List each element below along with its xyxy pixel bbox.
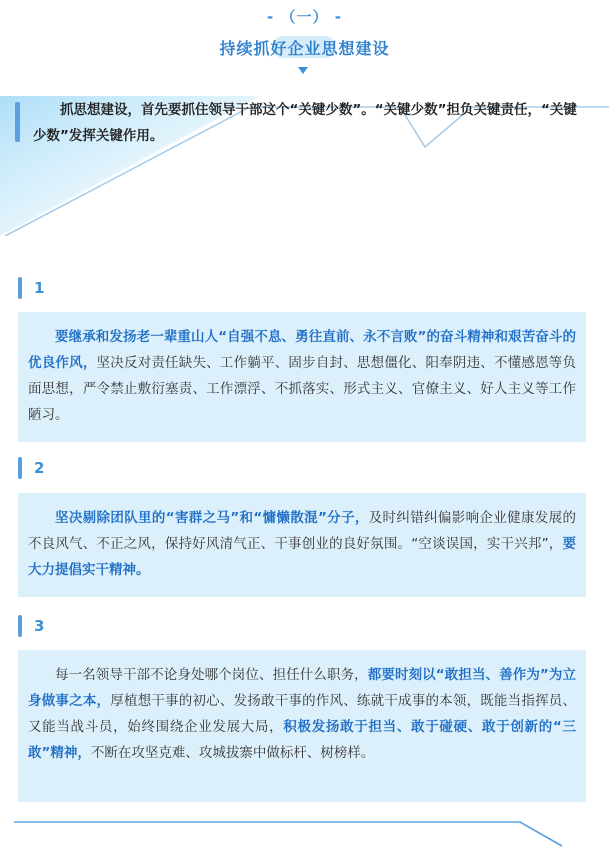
intro-accent-bar bbox=[15, 102, 20, 142]
content-card-2 bbox=[18, 493, 586, 597]
section-label-1 bbox=[18, 276, 98, 300]
triangle-down-icon bbox=[298, 67, 308, 74]
section-label-number: 3 bbox=[34, 617, 45, 635]
card-text-segment: 坚决剔除团队里的“害群之马”和“慵懒散混”分子， bbox=[55, 510, 369, 526]
content-card-3 bbox=[18, 650, 586, 802]
card-text-segment: 积极发扬敢于担当、敢于碰硬、敢于创新的“三敢”精神， bbox=[28, 719, 576, 761]
card-text-segment: 不断在攻坚克难、攻城拔寨中做标杆、树榜样。 bbox=[90, 745, 375, 761]
section-accent-bar bbox=[18, 277, 22, 299]
bottom-line bbox=[14, 822, 562, 846]
section-accent-bar bbox=[18, 457, 22, 479]
section-label-3 bbox=[18, 614, 98, 638]
card-text-segment: 要大力提倡实干精神。 bbox=[28, 536, 576, 578]
card-text-segment: 坚决反对责任缺失、工作躺平、固步自封、思想僵化、阳奉阴违、不懂感恩等负面思想，严令禁止敷衍塞责、工作漂浮、不抓落实、形式主义、官僚主义、好人主义等工作陋习。 bbox=[28, 355, 577, 423]
section-accent-bar bbox=[18, 615, 22, 637]
section-label-number: 1 bbox=[34, 279, 45, 297]
card-text-segment: 要继承和发扬老一辈重山人“自强不息、勇往直前、永不言败”的奋斗精神和艰苦奋斗的优良作风， bbox=[28, 329, 576, 371]
card-text-segment: 每一名领导干部不论身处哪个岗位、担任什么职务， bbox=[55, 667, 368, 683]
card-text-segment: 及时纠错纠偏影响企业健康发展的不良风气、不正之风，保持好风清气正、干事创业的良好氛围。“空谈误国，实干兴邦”， bbox=[28, 510, 576, 552]
card-text-segment: 都要时刻以“敢担当、善作为”为立身做事之本， bbox=[28, 667, 577, 709]
card-paragraph bbox=[28, 662, 576, 766]
section-number: - （一） - bbox=[267, 8, 342, 26]
card-paragraph bbox=[28, 324, 576, 428]
content-card-1 bbox=[18, 312, 586, 442]
card-text-segment: 厚植想干事的初心、发扬敢干事的作风、练就干成事的本领，既能当指挥员、又能当战斗员，始终围绕企业发展大局， bbox=[28, 693, 577, 735]
section-label-number: 2 bbox=[34, 459, 45, 477]
section-title: 持续抓好企业思想建设 bbox=[219, 39, 390, 58]
card-paragraph bbox=[28, 505, 576, 583]
section-label-2 bbox=[18, 456, 98, 480]
intro-paragraph: 抓思想建设，首先要抓住领导干部这个“关键少数”。“关键少数”担负关键责任，“关键少数”发挥关键作用。 bbox=[33, 102, 577, 144]
